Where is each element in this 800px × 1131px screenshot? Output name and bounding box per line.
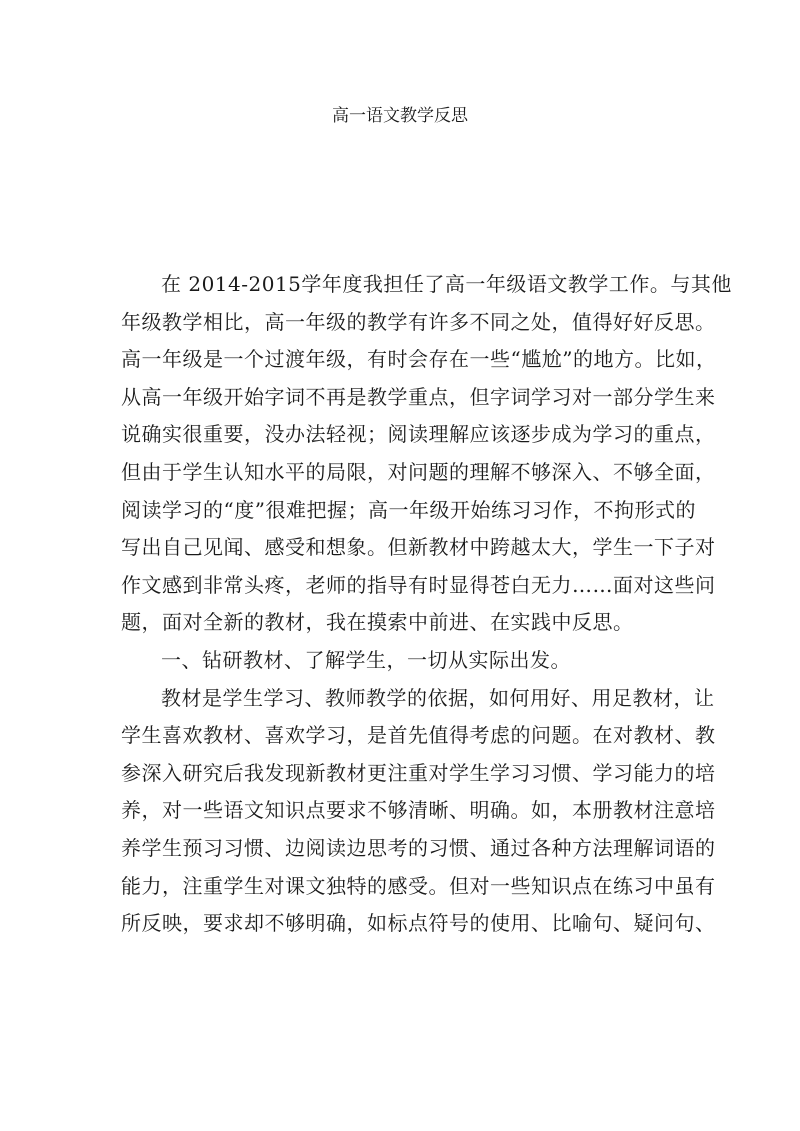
body-line: 写出自己见闻、感受和想象。但新教材中跨越太大，学生一下子对 (121, 535, 716, 560)
body-line: 能力，注重学生对课文独特的感受。但对一些知识点在练习中虽有 (121, 873, 716, 898)
body-line: 说确实很重要，没办法轻视；阅读理解应该逐步成为学习的重点， (121, 422, 716, 447)
body-line: 教材是学生学习、教师教学的依据，如何用好、用足教材，让 (161, 685, 715, 710)
body-line: 养，对一些语文知识点要求不够清晰、明确。如，本册教材注意培 (121, 798, 716, 823)
document-body (121, 266, 732, 943)
body-line: 作文感到非常头疼，老师的指导有时显得苍白无力……面对这些问 (121, 572, 716, 597)
body-line: 学生喜欢教材、喜欢学习，是首先值得考虑的问题。在对教材、教 (121, 723, 716, 748)
body-line: 阅读学习的“度”很难把握；高一年级开始练习习作，不拘形式的 (121, 497, 696, 522)
body-line: 参深入研究后我发现新教材更注重对学生学习习惯、学习能力的培 (121, 760, 716, 785)
body-line: 所反映，要求却不够明确，如标点符号的使用、比喻句、疑问句、 (121, 911, 716, 936)
body-line: 高一年级是一个过渡年级，有时会存在一些“尴尬”的地方。比如， (121, 347, 717, 372)
body-line: 年级教学相比，高一年级的教学有许多不同之处，值得好好反思。 (121, 309, 716, 334)
body-line: 但由于学生认知水平的局限，对问题的理解不够深入、不够全面， (121, 459, 716, 484)
body-line: 在 2014-2015学年度我担任了高一年级语文教学工作。与其他 (161, 272, 732, 296)
body-line: 一、钻研教材、了解学生，一切从实际出发。 (161, 647, 571, 672)
body-line: 从高一年级开始字词不再是教学重点，但字词学习对一部分学生来 (121, 384, 716, 409)
body-line: 题，面对全新的教材，我在摸索中前进、在实践中反思。 (121, 610, 634, 635)
document-title: 高一语文教学反思 (332, 106, 468, 126)
body-line: 养学生预习习惯、边阅读边思考的习惯、通过各种方法理解词语的 (121, 835, 716, 860)
